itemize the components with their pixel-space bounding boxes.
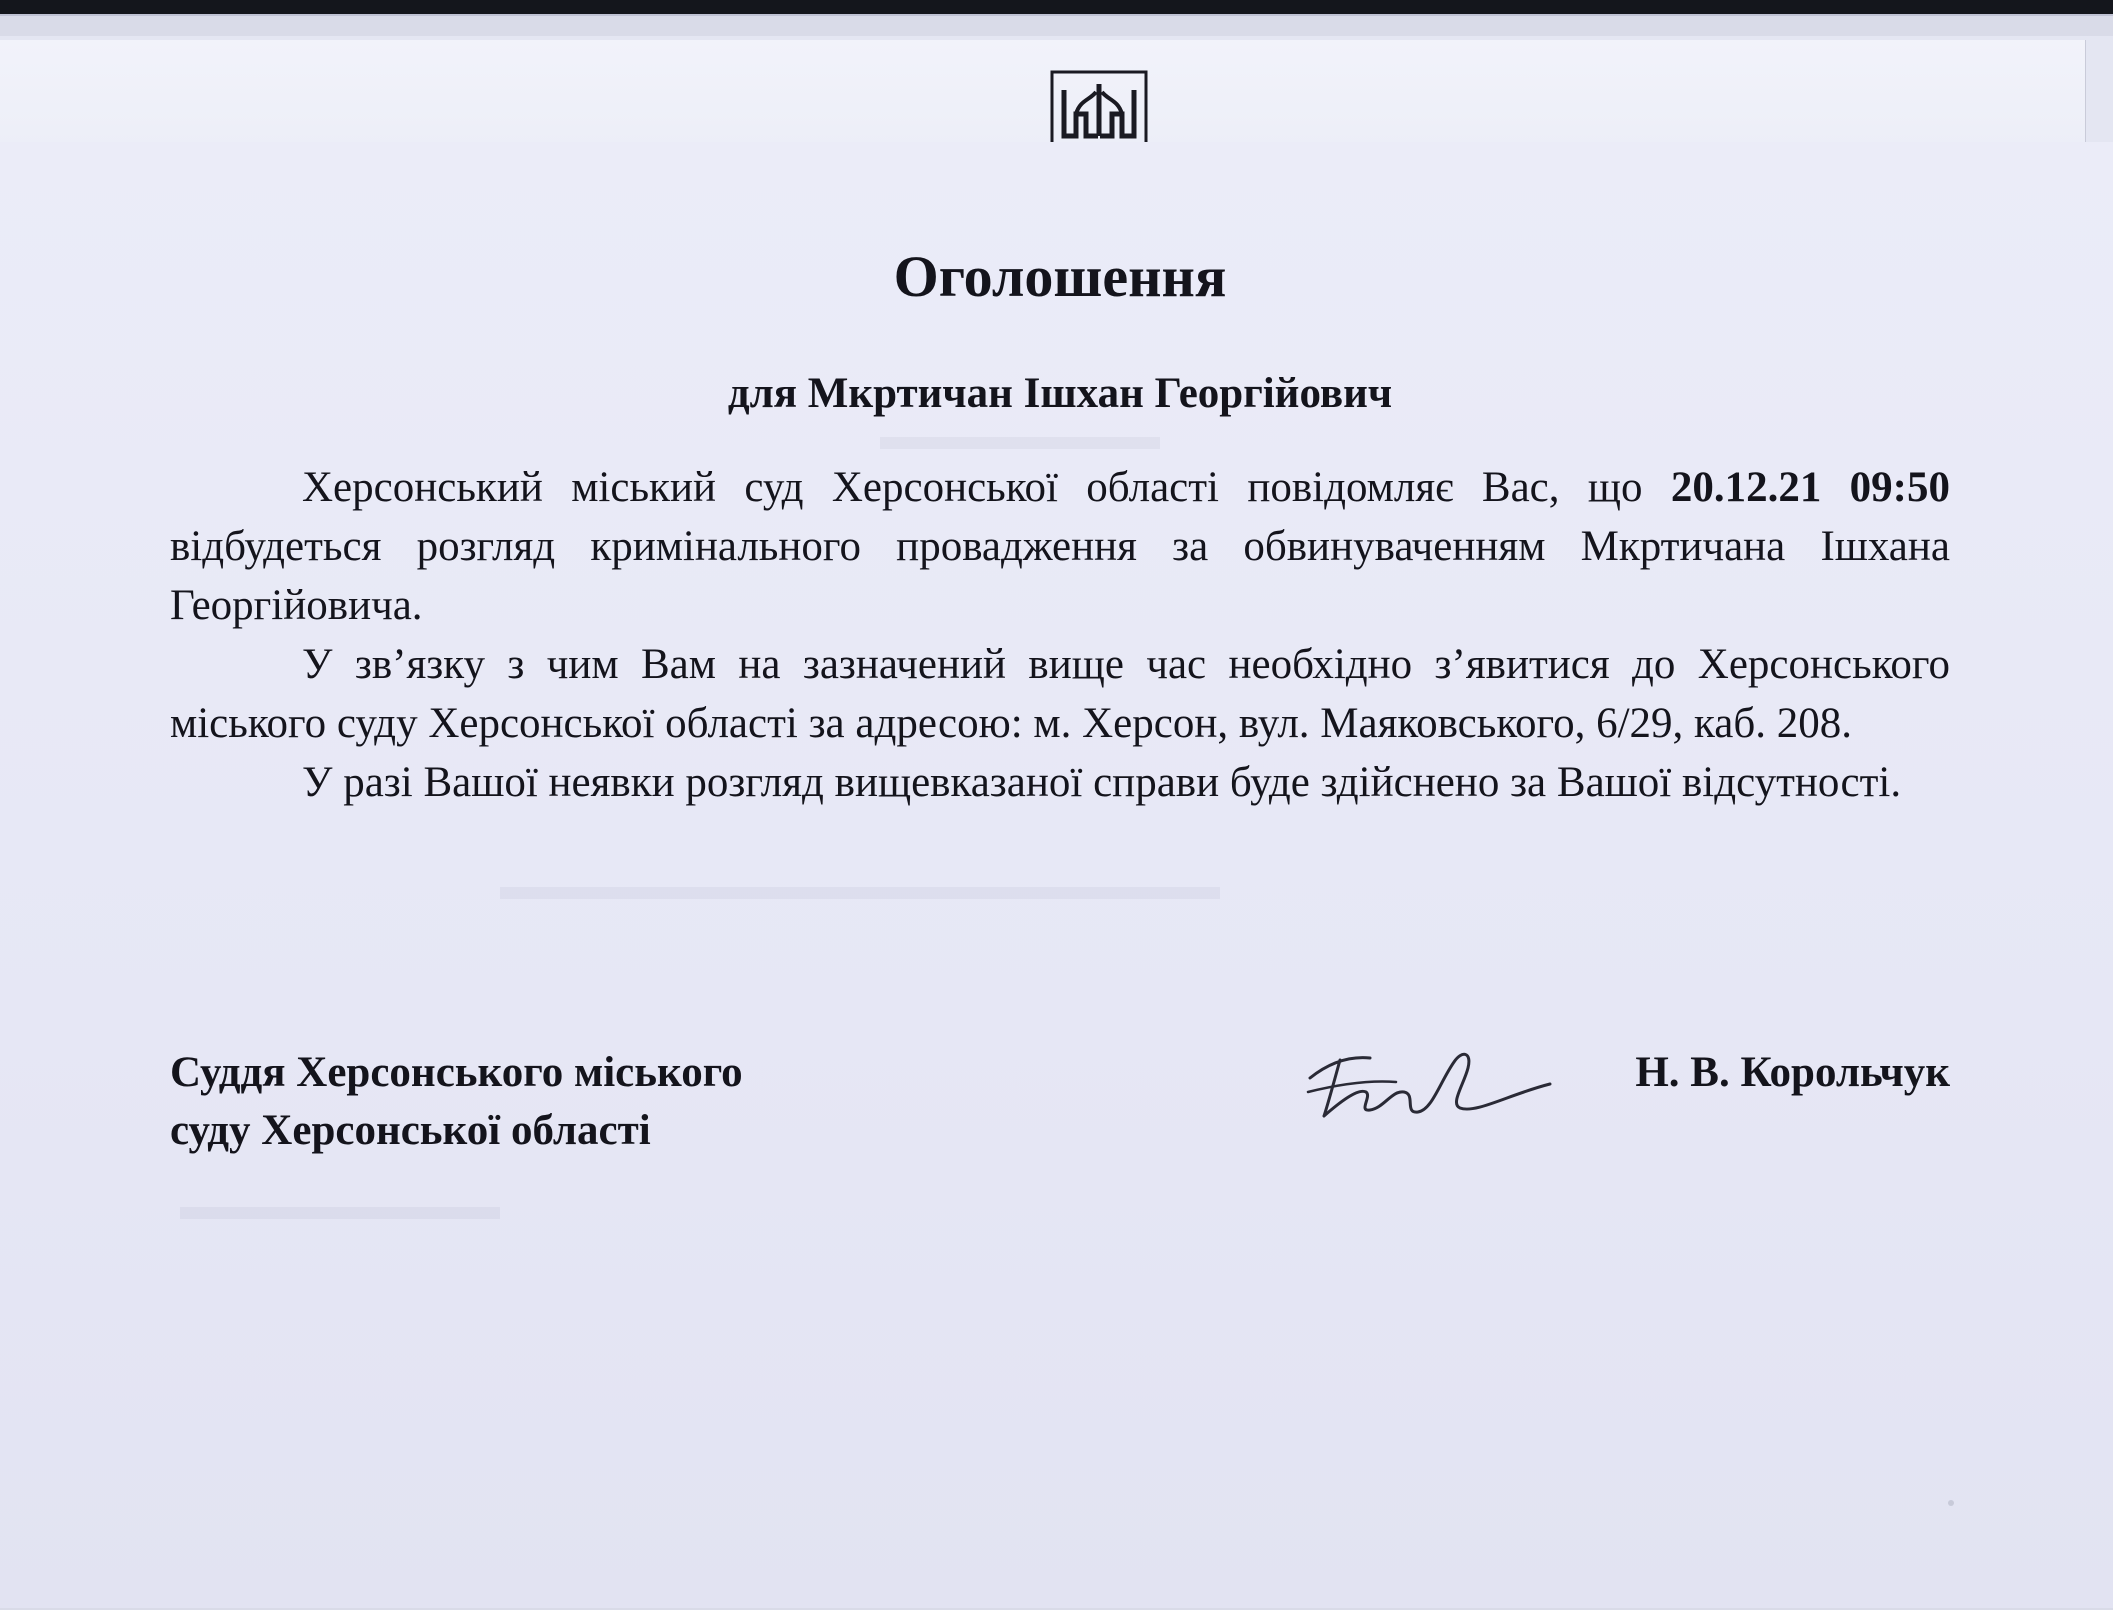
paragraph-hearing	[170, 458, 1950, 635]
paragraph-summons: У зв’язку з чим Вам на зазначений вище час необхідно з’явитися до Херсонського міського суду Херсонської області за адресою: м. Херсон, вул. Маяковського, 6/29, каб. 208.	[170, 641, 1950, 747]
header-sheet	[0, 40, 2086, 151]
paragraph-hearing-rest: відбудеться розгляд кримінального провадження за обвинуваченням Мкртичана Ішхана Георгійовича.	[170, 523, 1950, 629]
judge-position-line2: суду Херсонської області	[170, 1107, 651, 1154]
document-title: Оголошення	[893, 244, 1227, 309]
hearing-date-time: 20.12.21 09:50	[1670, 464, 1950, 511]
handwritten-signature	[1300, 1022, 1560, 1132]
judge-position	[170, 1044, 743, 1160]
judge-name: Н. В. Корольчук	[1635, 1049, 1950, 1096]
show-through-text: ▬▬▬▬▬▬▬	[880, 413, 1160, 458]
show-through-text: ▬▬▬▬▬▬▬▬	[180, 1183, 500, 1228]
show-through-text: ▬▬▬▬▬▬▬▬▬▬▬▬▬▬▬▬▬▬	[500, 863, 1220, 908]
paragraph-absence: У разі Вашої неявки розгляд вищевказаної справи буде здійснено за Вашої відсутності.	[302, 759, 1902, 806]
paper-mark	[1948, 1500, 1954, 1506]
trident-emblem-icon	[1050, 70, 1148, 152]
judge-position-line1: Суддя Херсонського міського	[170, 1049, 743, 1096]
front-sheet	[0, 142, 2113, 1608]
paragraph-hearing-lead: Херсонський міський суд Херсонської області повідомляє Вас, що	[302, 464, 1671, 511]
document-body	[170, 458, 1950, 812]
document-recipient: для Мкртичан Ішхан Георгійович	[727, 370, 1393, 417]
